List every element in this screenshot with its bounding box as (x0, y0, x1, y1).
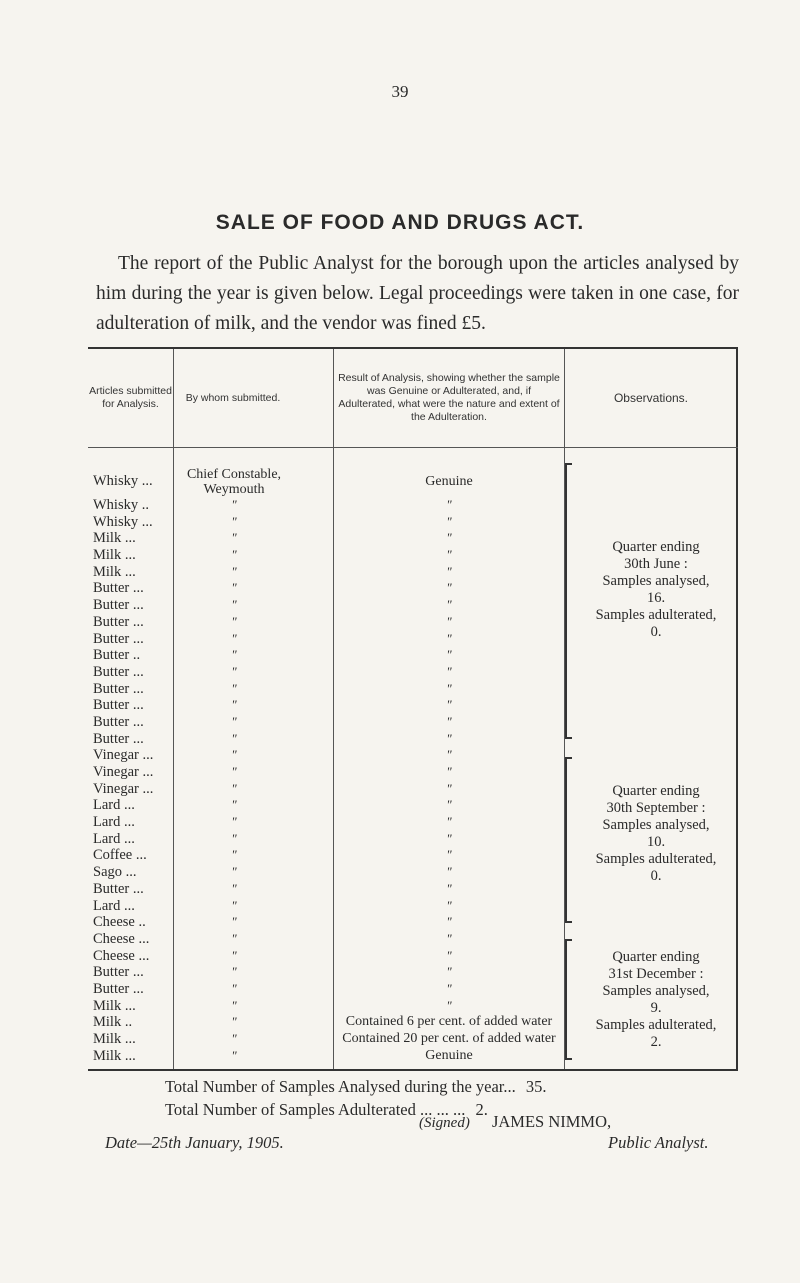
analysis-table (88, 347, 738, 1071)
observation-line: 10. (646, 834, 666, 850)
submitted-by-cell: " (231, 930, 237, 946)
result-cell: " (446, 980, 452, 996)
article-cell: Vinegar ... (93, 747, 154, 764)
intro-paragraph: The report of the Public Analyst for the borough upon the articles analysed by him during the year is given below. Legal proceedings were taken in one case, for adulteration of milk, and the vendor was fined £5. (96, 253, 739, 334)
result-cell: " (446, 997, 452, 1013)
article-cell: Butter ... (93, 964, 144, 981)
report-date: Date—25th January, 1905. (105, 1133, 284, 1152)
article-cell: Milk ... (93, 547, 136, 564)
observation-q4 (565, 937, 735, 1062)
article-cell: Lard ... (93, 814, 135, 831)
result-cell: " (446, 680, 452, 696)
submitted-by-cell: " (231, 864, 237, 880)
signed-label: (Signed) (419, 1115, 470, 1131)
observation-line: 2. (650, 1034, 662, 1050)
submitted-by-cell: " (231, 697, 237, 713)
result-cell: " (446, 630, 452, 646)
submitted-by-cell: " (231, 597, 237, 613)
result-cell: " (446, 697, 452, 713)
article-cell: Cheese ... (93, 930, 150, 947)
submitted-by-cell: " (231, 680, 237, 696)
submitted-by-cell: " (231, 947, 237, 963)
submitted-by-cell: " (231, 780, 237, 796)
observation-q2 (565, 461, 735, 741)
submitted-by-cell: " (231, 980, 237, 996)
result-cell: " (446, 613, 452, 629)
submitted-by-cell: " (231, 997, 237, 1013)
result-cell: " (446, 597, 452, 613)
result-cell: " (446, 914, 452, 930)
submitted-by-cell: " (231, 814, 237, 830)
observation-line: Quarter ending (612, 783, 700, 799)
observation-line: 9. (650, 1000, 662, 1016)
result-cell: " (446, 764, 452, 779)
observation-line: 0. (650, 868, 662, 884)
result-cell: " (446, 497, 452, 512)
result-cell: " (446, 964, 452, 980)
result-cell: Genuine (425, 474, 473, 489)
brace-bottom (565, 921, 572, 923)
submitted-by-cell: " (231, 613, 237, 629)
observation-line: 0. (650, 624, 662, 640)
article-cell: Butter ... (93, 680, 144, 697)
result-cell: " (446, 814, 452, 830)
submitted-by-cell: " (231, 747, 237, 763)
submitted-by-cell: " (231, 647, 237, 663)
document-title: SALE OF FOOD AND DRUGS ACT. (215, 211, 585, 234)
observation-line: 31st December : (608, 966, 704, 982)
result-cell: " (446, 547, 452, 563)
result-cell: " (446, 897, 452, 913)
result-cell: " (446, 780, 452, 796)
submitted-by-cell: " (231, 713, 237, 729)
article-cell: Whisky ... (93, 473, 153, 489)
submitted-by-cell: " (231, 1047, 237, 1063)
result-cell: " (446, 663, 452, 679)
result-cell: Contained 6 per cent. of added water (345, 1014, 553, 1030)
analyst-name: JAMES NIMMO, (491, 1112, 612, 1131)
observation-line: Samples adulterated, (595, 851, 717, 867)
brace-bottom (565, 1058, 572, 1060)
submitted-by-cell: " (231, 897, 237, 913)
article-cell: Coffee ... (93, 847, 147, 864)
observation-line: 30th June : (624, 556, 688, 572)
result-cell: " (446, 797, 452, 813)
observation-line: Samples adulterated, (595, 1017, 717, 1033)
article-cell: Milk ... (93, 1031, 136, 1047)
result-cell: " (446, 864, 452, 880)
submitted-by-cell: " (231, 964, 237, 980)
submitted-by-cell: " (231, 580, 237, 596)
article-cell: Cheese ... (93, 947, 150, 964)
brace-line (565, 463, 567, 739)
submitted-by-cell: " (231, 914, 237, 930)
observation-line: Samples analysed, (602, 983, 710, 999)
article-cell: Butter ... (93, 980, 144, 997)
total-adulterated-value: 2. (475, 1100, 488, 1119)
page-number: 39 (391, 82, 409, 101)
result-cell: " (446, 880, 452, 896)
article-cell: Milk ... (93, 1047, 136, 1064)
total-analysed (165, 1076, 547, 1098)
article-cell: Butter ... (93, 613, 144, 630)
brace-line (565, 757, 567, 923)
result-cell: " (446, 713, 452, 729)
observation-line: Samples analysed, (602, 573, 710, 589)
result-cell: " (446, 747, 452, 763)
article-cell: Sago ... (93, 864, 137, 881)
article-cell: Milk ... (93, 530, 136, 547)
submitted-by-cell: " (231, 880, 237, 896)
observation-line: Quarter ending (612, 539, 700, 555)
result-cell: " (446, 563, 452, 579)
article-cell: Butter ... (93, 630, 144, 647)
submitted-by-cell: " (231, 630, 237, 646)
article-cell: Milk .. (93, 1014, 133, 1031)
submitted-by-cell: " (231, 663, 237, 679)
header-submitted-by: By whom submitted. (185, 391, 281, 404)
article-cell: Butter ... (93, 713, 144, 730)
result-cell: " (446, 847, 452, 863)
submitted-by-cell: " (231, 797, 237, 813)
submitted-by-cell: " (231, 1014, 237, 1030)
header-observations: Observations. (613, 390, 689, 405)
result-cell: " (446, 730, 452, 746)
submitted-by-cell: " (231, 547, 237, 563)
header-rule (88, 447, 738, 448)
total-analysed-label: Total Number of Samples Analysed during the year... (165, 1077, 516, 1096)
result-cell: " (446, 930, 452, 946)
result-cell: " (446, 647, 452, 663)
submitted-by-cell: " (231, 563, 237, 579)
article-cell: Butter ... (93, 663, 144, 680)
observation-q3 (565, 755, 735, 925)
submitted-by-cell: " (231, 497, 237, 512)
result-cell: " (446, 830, 452, 846)
result-cell: " (446, 513, 452, 529)
article-cell: Butter .. (93, 647, 141, 664)
observation-line: 16. (646, 590, 666, 606)
article-cell: Milk ... (93, 997, 136, 1014)
brace-line (565, 939, 567, 1060)
header-result: Result of Analysis, showing whether the sample was Genuine or Adulterated, and, if Adulterated, what were the nature and extent of the Adulteration. (338, 372, 560, 423)
result-cell: Genuine (425, 1047, 473, 1063)
article-cell: Lard ... (93, 797, 135, 814)
submitted-by-cell: " (231, 513, 237, 529)
total-analysed-value: 35. (525, 1077, 547, 1096)
article-cell: Milk ... (93, 563, 136, 580)
total-adulterated-label: Total Number of Samples Adulterated ... ... ... (165, 1100, 466, 1119)
header-article: Articles submitted for Analysis. (89, 385, 172, 410)
article-cell: Lard ... (93, 830, 135, 847)
article-cell: Butter ... (93, 730, 144, 747)
result-cell: " (446, 530, 452, 546)
submitted-by-cell: " (231, 1031, 237, 1046)
submitted-by-cell: " (231, 830, 237, 846)
article-cell: Butter ... (93, 697, 144, 714)
article-cell: Butter ... (93, 597, 144, 614)
article-cell: Vinegar ... (93, 780, 154, 797)
article-cell: Vinegar ... (93, 764, 154, 780)
submitted-by-cell: " (231, 764, 237, 779)
observation-line: 30th September : (606, 800, 706, 816)
article-cell: Cheese .. (93, 914, 146, 931)
submitted-by-cell: " (231, 730, 237, 746)
article-cell: Whisky .. (93, 497, 149, 513)
article-cell: Butter ... (93, 880, 144, 897)
analyst-role: Public Analyst. (608, 1133, 709, 1152)
signature-block (419, 1112, 611, 1132)
observation-line: Samples adulterated, (595, 607, 717, 623)
submitted-by-cell: " (231, 530, 237, 546)
brace-bottom (565, 737, 572, 739)
article-cell: Butter ... (93, 580, 144, 597)
result-cell: Contained 20 per cent. of added water (342, 1031, 556, 1046)
submitted-by-cell: " (231, 847, 237, 863)
submitted-by-cell: Chief Constable, Weymouth (186, 467, 282, 497)
article-cell: Lard ... (93, 897, 135, 914)
observation-line: Quarter ending (612, 949, 700, 965)
observation-line: Samples analysed, (602, 817, 710, 833)
article-cell: Whisky ... (93, 513, 153, 530)
result-cell: " (446, 580, 452, 596)
result-cell: " (446, 947, 452, 963)
